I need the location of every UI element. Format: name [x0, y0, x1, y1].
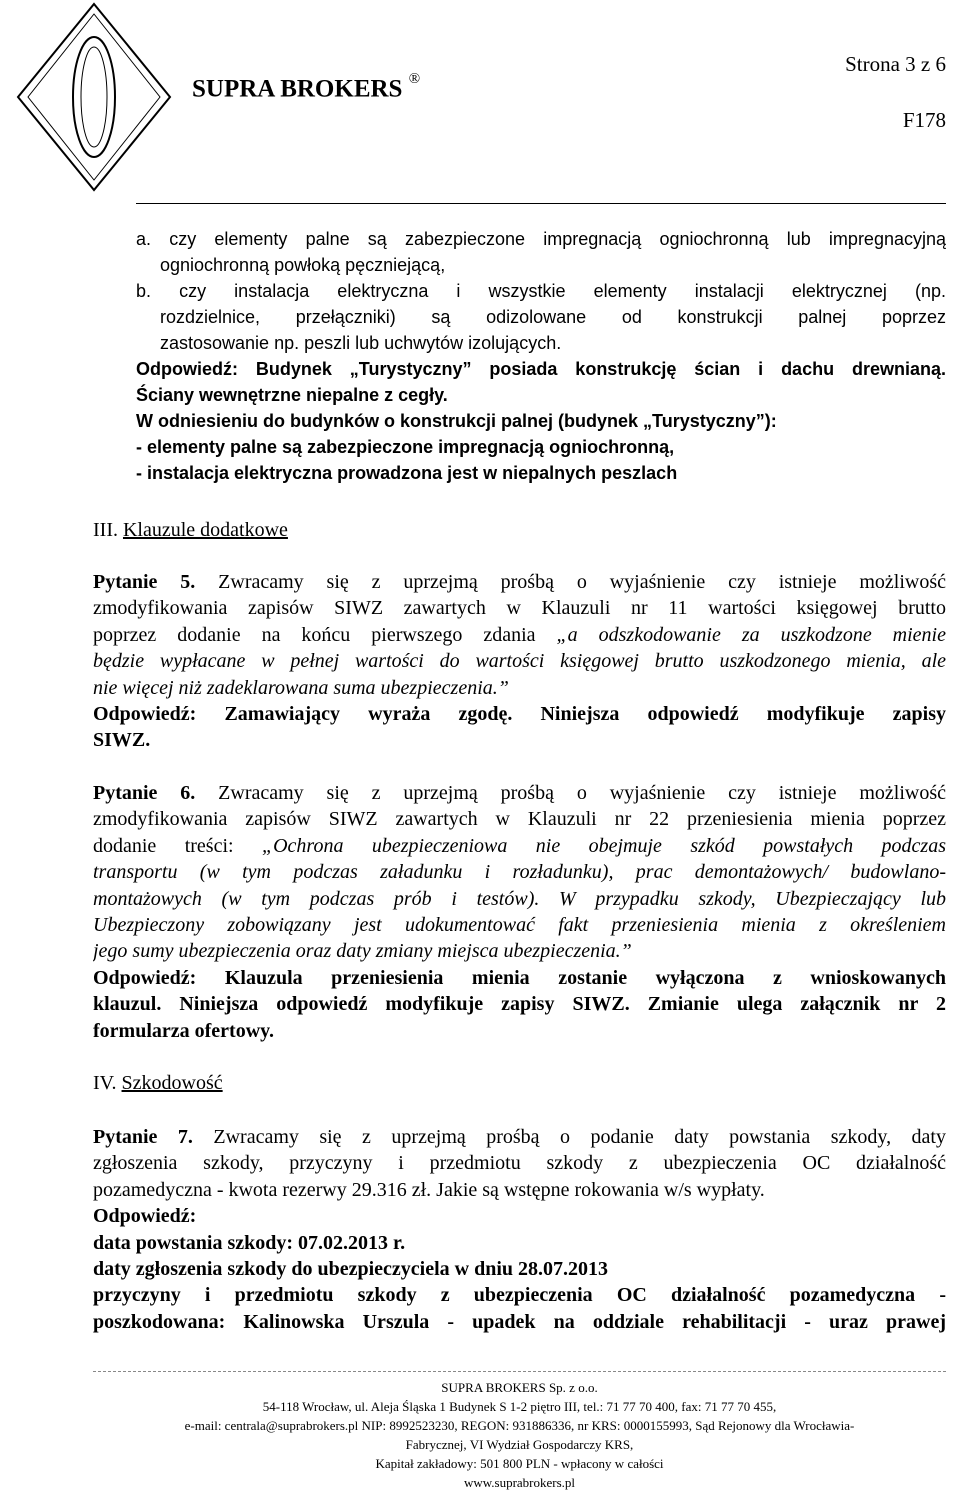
question-line: zgłoszenia szkody, przyczyny i przedmiotu szkody z ubezpieczenia OC działalność	[93, 1152, 946, 1175]
question-label: Pytanie 7.	[93, 1126, 193, 1148]
footer	[93, 1378, 946, 1492]
section-title: Szkodowość	[121, 1072, 223, 1094]
question-line: transportu (w tym podczas załadunku i rozładunku), prac demontażowych/ budowlano-	[93, 861, 946, 884]
item-a-line: a. czy elementy palne są zabezpieczone impregnacją ogniochronną lub impregnacyjną	[136, 229, 946, 249]
item-b-line: b. czy instalacja elektryczna i wszystkie elementy instalacji elektrycznej (np.	[136, 281, 946, 301]
answer-line: poszkodowana: Kalinowska Urszula - upadek na oddziale rehabilitacji - uraz prawej	[93, 1310, 946, 1333]
footer-company: SUPRA BROKERS Sp. z o.o.	[441, 1380, 598, 1395]
answer-line: klauzul. Niniejsza odpowiedź modyfikuje zapisy SIWZ. Zmianie ulega załącznik nr 2	[93, 993, 946, 1016]
answer-line: - elementy palne są zabezpieczone impregnacją ogniochronną,	[136, 437, 675, 457]
question-line: będzie wypłacane w pełnej wartości do wartości księgowej brutto uszkodzonego mienia, ale	[93, 650, 946, 673]
question-7: Pytanie 7. Zwracamy się z uprzejmą prośbą o podanie daty powstania szkody, daty zgłoszenia szkody, przyczyny i przedmiotu szkody z ubezpieczenia OC działalność pozamedyczna - kwota rezerwy 29.316 zł. Jakie są wstępne rokowania w/s wypłaty. Odpowiedź: data powstania szkody: 07.02.2013 r. daty zgłoszenia szkody do ubezpieczyciela w dniu 28.07.2013 przyczyny i przedmiotu szkody z ubezpieczenia OC działalność pozamedyczna - poszkodowana: Kalinowska Urszula - upadek na oddziale rehabilitacji - uraz prawej	[93, 1124, 946, 1335]
section-heading-4	[93, 1070, 946, 1096]
company-logo	[14, 2, 174, 192]
page-number: Strona 3 z 6	[845, 52, 946, 76]
section-number: III.	[93, 519, 118, 541]
footer-address: 54-118 Wrocław, ul. Aleja Śląska 1 Budynek S 1-2 piętro III, tel.: 71 77 70 400, fax: 71 77 70 455,	[262, 1399, 777, 1414]
question-5: Pytanie 5. Zwracamy się z uprzejmą prośbą o wyjaśnienie czy istnieje możliwość zmodyfikowania zapisów SIWZ zawartych w Klauzuli nr 11 wartości księgowej brutto poprzez dodanie na końcu pierwszego zdania „a odszkodowanie za uszkodzone mienie będzie wypłacane w pełnej wartości do wartości księgowej brutto uszkodzonego mienia, ale nie więcej niż zadeklarowana suma ubezpieczenia.” Odpowiedź: Zamawiający wyraża zgodę. Niniejsza odpowiedź modyfikuje zapisy SIWZ.	[93, 569, 946, 754]
section-title: Klauzule dodatkowe	[122, 519, 288, 541]
question-line: Ubezpieczony zobowiązany jest udokumentować fakt przeniesienia mienia z określeniem	[93, 914, 946, 937]
question-line: zmodyfikowania zapisów SIWZ zawartych w Klauzuli nr 22 przeniesienia mienia poprzez	[93, 808, 946, 831]
footer-court: Fabrycznej, VI Wydział Gospodarczy KRS,	[405, 1437, 634, 1452]
header-divider	[136, 203, 946, 204]
answer-line: Odpowiedź: Budynek „Turystyczny” posiada konstrukcję ścian i dachu drewnianą.	[136, 359, 946, 379]
footer-divider	[93, 1371, 946, 1372]
question-line: pozamedyczna - kwota rezerwy 29.316 zł. Jakie są wstępne rokowania w/s wypłaty.	[93, 1178, 765, 1201]
answer-line: Odpowiedź: Klauzula przeniesienia mienia zostanie wyłączona z wnioskowanych	[93, 966, 946, 989]
question-line: jego sumy ubezpieczenia oraz daty zmiany miejsca ubezpieczenia.”	[93, 940, 632, 963]
answer-line: data powstania szkody: 07.02.2013 r.	[93, 1231, 406, 1254]
answer-line: W odniesieniu do budynków o konstrukcji palnej (budynek „Turystyczny”):	[136, 411, 777, 431]
question-line: zmodyfikowania zapisów SIWZ zawartych w Klauzuli nr 11 wartości księgowej brutto	[93, 597, 946, 620]
question-6: Pytanie 6. Zwracamy się z uprzejmą prośbą o wyjaśnienie czy istnieje możliwość zmodyfikowania zapisów SIWZ zawartych w Klauzuli nr 22 przeniesienia mienia poprzez dodanie treści: „Ochrona ubezpieczeniowa nie obejmuje szkód powstałych podczas transportu (w tym podczas załadunku i rozładunku), prac demontażowych/ budowlano- montażowych (w tym podczas prób i testów). W przypadku szkody, Ubezpieczający lub Ubezpieczony zobowiązany jest udokumentować fakt przeniesienia mienia z określeniem jego sumy ubezpieczenia oraz daty zmiany miejsca ubezpieczenia.” Odpowiedź: Klauzula przeniesienia mienia zostanie wyłączona z wnioskowanych klauzul. Niniejsza odpowiedź modyfikuje zapisy SIWZ. Zmianie ulega załącznik nr 2 formularza ofertowy.	[93, 780, 946, 1044]
footer-website: www.suprabrokers.pl	[463, 1475, 576, 1490]
answer-line: daty zgłoszenia szkody do ubezpieczyciela w dniu 28.07.2013	[93, 1258, 609, 1281]
answer-line: formularza ofertowy.	[93, 1019, 275, 1042]
brand-name: SUPRA BROKERS ®	[192, 71, 421, 103]
answer-line: Odpowiedź: Zamawiający wyraża zgodę. Niniejsza odpowiedź modyfikuje zapisy	[93, 703, 946, 726]
answer-line: przyczyny i przedmiotu szkody z ubezpieczenia OC działalność pozamedyczna -	[93, 1284, 946, 1307]
registered-mark: ®	[408, 71, 421, 87]
item-a-line: ogniochronną powłoką pęczniejącą,	[160, 255, 446, 275]
question-label: Pytanie 6.	[93, 782, 196, 804]
answer-label: Odpowiedź:	[93, 1205, 197, 1228]
question-line: montażowych (w tym podczas prób i testów). W przypadku szkody, Ubezpieczający lub	[93, 887, 946, 910]
form-code: F178	[902, 108, 946, 132]
item-b-line: zastosowanie np. peszli lub uchwytów izolujących.	[160, 333, 562, 353]
question-line: nie więcej niż zadeklarowana suma ubezpieczenia.”	[93, 676, 509, 699]
answer-line: Ściany wewnętrzne niepalne z cegły.	[136, 385, 448, 405]
intro-block	[136, 226, 946, 486]
item-b-line: rozdzielnice, przełączniki) są odizolowane od konstrukcji palnej poprzez	[160, 307, 946, 327]
question-label: Pytanie 5.	[93, 571, 196, 593]
answer-line: SIWZ.	[93, 729, 151, 752]
footer-capital: Kapitał zakładowy: 501 800 PLN - wpłacony w całości	[375, 1456, 664, 1471]
answer-line: - instalacja elektryczna prowadzona jest w niepalnych peszlach	[136, 463, 678, 483]
footer-registration: e-mail: centrala@suprabrokers.pl NIP: 8992523230, REGON: 931886336, nr KRS: 0000155993, Sąd Rejonowy dla Wrocławia-	[184, 1418, 855, 1433]
section-heading-3	[93, 517, 946, 543]
section-number: IV.	[93, 1072, 117, 1094]
